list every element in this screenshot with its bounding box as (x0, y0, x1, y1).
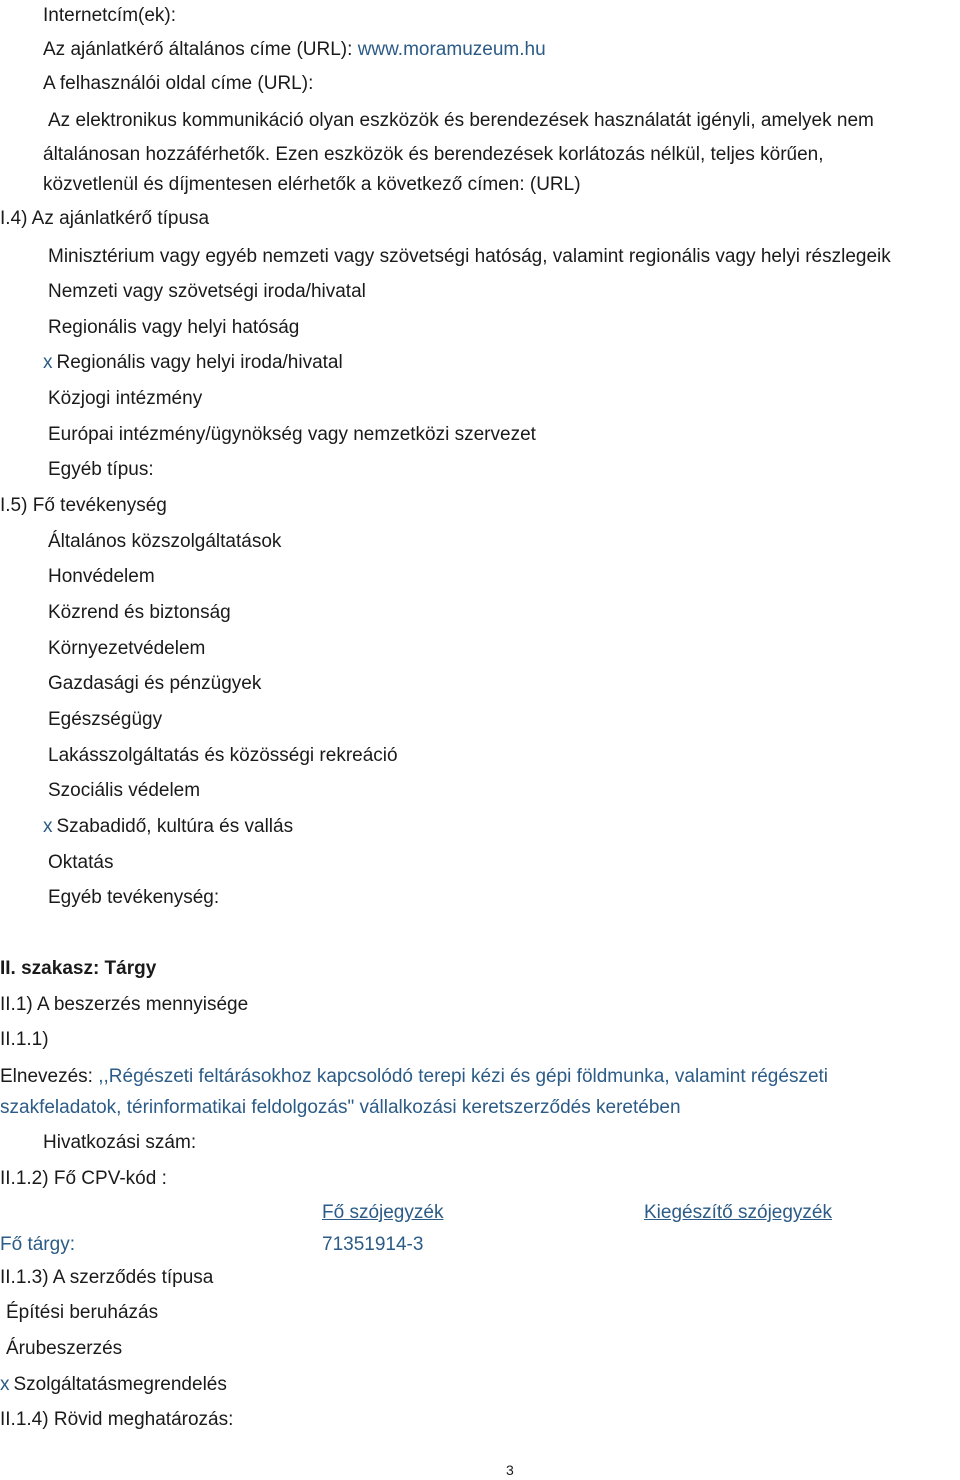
ecomm-text-line-3: közvetlenül és díjmentesen elérhetők a következő címen: (URL) (43, 174, 581, 195)
i5-option-10: Egyéb tevékenység: (48, 887, 220, 908)
url-line (43, 38, 546, 62)
heading-ii1: II.1) A beszerzés mennyisége (0, 994, 249, 1015)
page-number: 3 (506, 1462, 514, 1478)
name-line-1 (0, 1065, 828, 1089)
i5-option-8-checked: x Szabadidő, kultúra és vallás (43, 816, 294, 837)
section-ii-title: II. szakasz: Tárgy (0, 958, 157, 979)
name-value: ,,Régészeti feltárásokhoz kapcsolódó terepi kézi és gépi földmunka, valamint régészeti (98, 1066, 829, 1087)
ecomm-text-line-2: általánosan hozzáférhetők. Ezen eszközök és berendezések korlátozás nélkül, teljes körűen, (43, 144, 824, 165)
user-page-label: A felhasználói oldal címe (URL): (43, 73, 314, 94)
i4-option-6: Egyéb típus: (48, 459, 154, 480)
i4-option-4: Közjogi intézmény (48, 388, 203, 409)
name-label: Elnevezés: (0, 1066, 99, 1087)
i5-option-2: Közrend és biztonság (48, 602, 231, 623)
i4-option-5: Európai intézmény/ügynökség vagy nemzetközi szervezet (48, 424, 536, 445)
contract-type-0: Építési beruházás (6, 1302, 159, 1323)
checked-mark: x (43, 816, 53, 837)
main-subject-code: 71351914-3 (322, 1234, 424, 1255)
i5-option-9: Oktatás (48, 852, 114, 873)
cpv-main-vocab-header: Fő szójegyzék (322, 1202, 444, 1223)
i5-option-5: Egészségügy (48, 709, 163, 730)
i4-option-1: Nemzeti vagy szövetségi iroda/hivatal (48, 281, 366, 302)
i4-option-0: Minisztérium vagy egyéb nemzeti vagy szövetségi hatóság, valamint regionális vagy helyi részlegeik (48, 246, 891, 267)
cpv-supp-vocab-header: Kiegészítő szójegyzék (644, 1202, 832, 1223)
i5-option-0: Általános közszolgáltatások (48, 531, 282, 552)
main-subject-label: Fő tárgy: (0, 1234, 75, 1255)
contract-type-2-checked: x Szolgáltatásmegrendelés (0, 1374, 227, 1395)
contract-type-1: Árubeszerzés (6, 1338, 123, 1359)
heading-contract-type: II.1.3) A szerződés típusa (0, 1267, 214, 1288)
ecomm-text-line-1: Az elektronikus kommunikáció olyan eszközök és berendezések használatát igényli, amelyek nem (48, 110, 874, 131)
name-line-2: szakfeladatok, térinformatikai feldolgozás" vállalkozási keretszerződés keretében (0, 1097, 681, 1118)
i5-option-4: Gazdasági és pénzügyek (48, 673, 262, 694)
url-link[interactable]: www.moramuzeum.hu (357, 39, 546, 60)
heading-cpv: II.1.2) Fő CPV-kód : (0, 1168, 167, 1189)
checked-mark: x (0, 1374, 10, 1395)
i5-option-1: Honvédelem (48, 566, 155, 587)
i5-option-6: Lakásszolgáltatás és közösségi rekreáció (48, 745, 398, 766)
i5-option-7: Szociális védelem (48, 780, 201, 801)
url-label: Az ajánlatkérő általános címe (URL): (43, 39, 358, 60)
heading-i5: I.5) Fő tevékenység (0, 495, 167, 516)
internet-label: Internetcím(ek): (43, 5, 177, 26)
heading-short-desc: II.1.4) Rövid meghatározás: (0, 1409, 234, 1430)
heading-ii11: II.1.1) (0, 1029, 49, 1050)
heading-i4: I.4) Az ajánlatkérő típusa (0, 208, 210, 229)
ref-label: Hivatkozási szám: (43, 1132, 197, 1153)
checked-mark: x (43, 352, 53, 373)
i5-option-3: Környezetvédelem (48, 638, 206, 659)
i4-option-2: Regionális vagy helyi hatóság (48, 317, 300, 338)
i4-option-3-checked: x Regionális vagy helyi iroda/hivatal (43, 352, 343, 373)
